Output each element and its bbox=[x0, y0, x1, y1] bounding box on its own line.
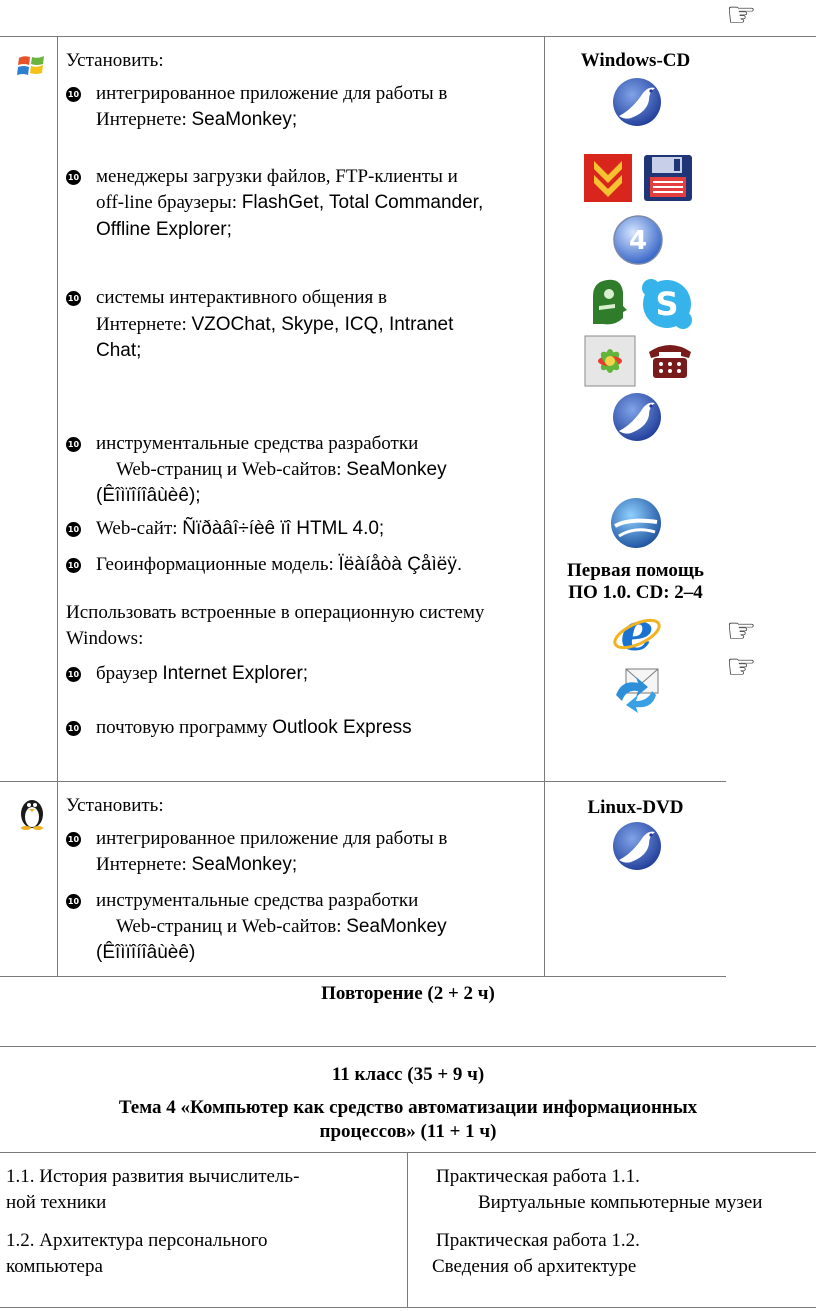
bottom-table-top bbox=[0, 1152, 816, 1153]
program-name: SeaMonkey; bbox=[191, 854, 298, 875]
table-cell-practice: Виртуальные компьютерные музеи bbox=[478, 1192, 763, 1213]
program-name: SeaMonkey bbox=[346, 916, 447, 937]
svg-text:e: e bbox=[620, 606, 654, 658]
internet-explorer-icon bbox=[611, 606, 663, 658]
table-row-divider bbox=[0, 781, 726, 782]
pointing-hand-icon: ☞ bbox=[726, 0, 757, 35]
bullet-icon: 10 bbox=[66, 832, 81, 847]
list-item-line bbox=[96, 661, 308, 687]
windows-logo-icon bbox=[16, 52, 46, 80]
list-item-line bbox=[96, 516, 384, 542]
bullet-icon: 10 bbox=[66, 522, 81, 537]
list-item-line: (Êîìïîíîâùèê) bbox=[96, 942, 196, 963]
text-segment: Интернете: bbox=[96, 854, 192, 875]
skype-icon bbox=[641, 278, 693, 330]
topic-4-title: Тема 4 «Компьютер как средство автоматизации информационных bbox=[118, 1097, 698, 1118]
bottom-table-col-divider bbox=[407, 1152, 408, 1308]
bullet-icon: 10 bbox=[66, 170, 81, 185]
repetition-heading: Повторение (2 + 2 ч) bbox=[321, 983, 495, 1004]
icq-icon bbox=[584, 335, 636, 387]
list-item-line: системы интерактивного общения в bbox=[96, 287, 388, 308]
table-col-divider-1 bbox=[57, 36, 58, 976]
svg-text:S: S bbox=[655, 285, 679, 323]
list-item-line bbox=[96, 312, 453, 338]
first-aid-title: Первая помощь bbox=[567, 560, 704, 581]
install-label: Установить: bbox=[66, 795, 164, 816]
list-item-line: менеджеры загрузки файлов, FTP-клиенты и bbox=[96, 166, 458, 187]
linux-dvd-header: Linux-DVD bbox=[587, 797, 684, 818]
list-item-line bbox=[96, 852, 297, 878]
pointing-hand-icon: ☞ bbox=[726, 611, 757, 651]
google-earth-icon bbox=[609, 496, 663, 550]
builtin-paragraph: Windows: bbox=[66, 628, 144, 649]
svg-text:4: 4 bbox=[628, 226, 648, 256]
total-commander-icon bbox=[642, 153, 694, 203]
intranet-chat-icon bbox=[645, 340, 695, 382]
table-col-divider-2 bbox=[544, 36, 545, 976]
text-segment: браузер bbox=[96, 663, 163, 684]
program-name: Ïëàíåòà Çåìëÿ. bbox=[338, 554, 463, 575]
list-item-line: инструментальные средства разработки bbox=[96, 890, 419, 911]
text-segment: Web-страниц и Web-сайтов: bbox=[116, 916, 347, 937]
text-segment: Web-сайт: bbox=[96, 518, 183, 539]
table-cell-topic: компьютера bbox=[6, 1256, 103, 1277]
grade-11-title: 11 класс (35 + 9 ч) bbox=[331, 1064, 485, 1085]
pointing-hand-icon: ☞ bbox=[726, 647, 757, 687]
list-item-line: (Êîìïîíîâùèê); bbox=[96, 485, 201, 506]
list-item-line bbox=[116, 457, 447, 483]
vzochat-icon bbox=[585, 276, 635, 328]
program-name: SeaMonkey bbox=[346, 459, 447, 480]
install-label: Установить: bbox=[66, 50, 164, 71]
bullet-icon: 10 bbox=[66, 894, 81, 909]
outlook-express-icon bbox=[612, 665, 662, 715]
list-item-line bbox=[96, 552, 462, 578]
list-item-line: интегрированное приложение для работы в bbox=[96, 828, 448, 849]
windows-cd-header: Windows-CD bbox=[580, 50, 691, 71]
text-segment: Web-страниц и Web-сайтов: bbox=[116, 459, 347, 480]
list-item-line bbox=[96, 715, 412, 741]
flashget-icon bbox=[583, 153, 633, 203]
program-name: SeaMonkey; bbox=[191, 109, 298, 130]
list-item-line: интегрированное приложение для работы в bbox=[96, 83, 448, 104]
list-item-line bbox=[96, 107, 297, 133]
program-name: FlashGet, Total Commander, bbox=[241, 192, 484, 213]
seamonkey-icon bbox=[611, 76, 663, 128]
table-cell-practice: Сведения об архитектуре bbox=[432, 1256, 637, 1277]
first-aid-subtitle: ПО 1.0. CD: 2–4 bbox=[568, 582, 703, 603]
bullet-icon: 10 bbox=[66, 87, 81, 102]
bullet-icon: 10 bbox=[66, 721, 81, 736]
program-name: Ñïðàâî÷íèê ïî HTML 4.0; bbox=[182, 518, 385, 539]
seamonkey-icon bbox=[611, 820, 663, 872]
list-item-line: Chat; bbox=[96, 340, 142, 361]
bullet-icon: 10 bbox=[66, 437, 81, 452]
section-divider bbox=[0, 1046, 816, 1047]
bullet-icon: 10 bbox=[66, 291, 81, 306]
linux-penguin-icon bbox=[18, 796, 46, 830]
list-item-line bbox=[116, 914, 447, 940]
table-cell-practice: Практическая работа 1.1. bbox=[436, 1166, 640, 1187]
list-item-line: Offline Explorer; bbox=[96, 219, 232, 240]
bottom-table-bottom bbox=[0, 1307, 816, 1308]
program-name: Internet Explorer; bbox=[162, 663, 309, 684]
text-segment: Интернете: bbox=[96, 109, 192, 130]
program-name: Outlook Express bbox=[272, 717, 412, 738]
table-cell-topic: ной техники bbox=[6, 1192, 107, 1213]
text-segment: почтовую программу bbox=[96, 717, 273, 738]
text-segment: Интернете: bbox=[96, 314, 192, 335]
table-top-border bbox=[0, 36, 816, 37]
table-bottom-border bbox=[0, 976, 726, 977]
table-cell-topic: 1.1. История развития вычислитель- bbox=[6, 1166, 300, 1187]
list-item-line: инструментальные средства разработки bbox=[96, 433, 419, 454]
bullet-icon: 10 bbox=[66, 667, 81, 682]
table-cell-practice: Практическая работа 1.2. bbox=[436, 1230, 640, 1251]
program-name: VZOChat, Skype, ICQ, Intranet bbox=[191, 314, 454, 335]
topic-4-title-cont: процессов» (11 + 1 ч) bbox=[319, 1121, 497, 1142]
bullet-icon: 10 bbox=[66, 558, 81, 573]
seamonkey-icon bbox=[611, 391, 663, 443]
offline-explorer-icon bbox=[612, 214, 664, 266]
text-segment: Геоинформационные модель: bbox=[96, 554, 339, 575]
list-item-line bbox=[96, 190, 483, 216]
builtin-paragraph: Использовать встроенные в операционную систему bbox=[66, 602, 485, 623]
table-cell-topic: 1.2. Архитектура персонального bbox=[6, 1230, 268, 1251]
text-segment: off-line браузеры: bbox=[96, 192, 242, 213]
